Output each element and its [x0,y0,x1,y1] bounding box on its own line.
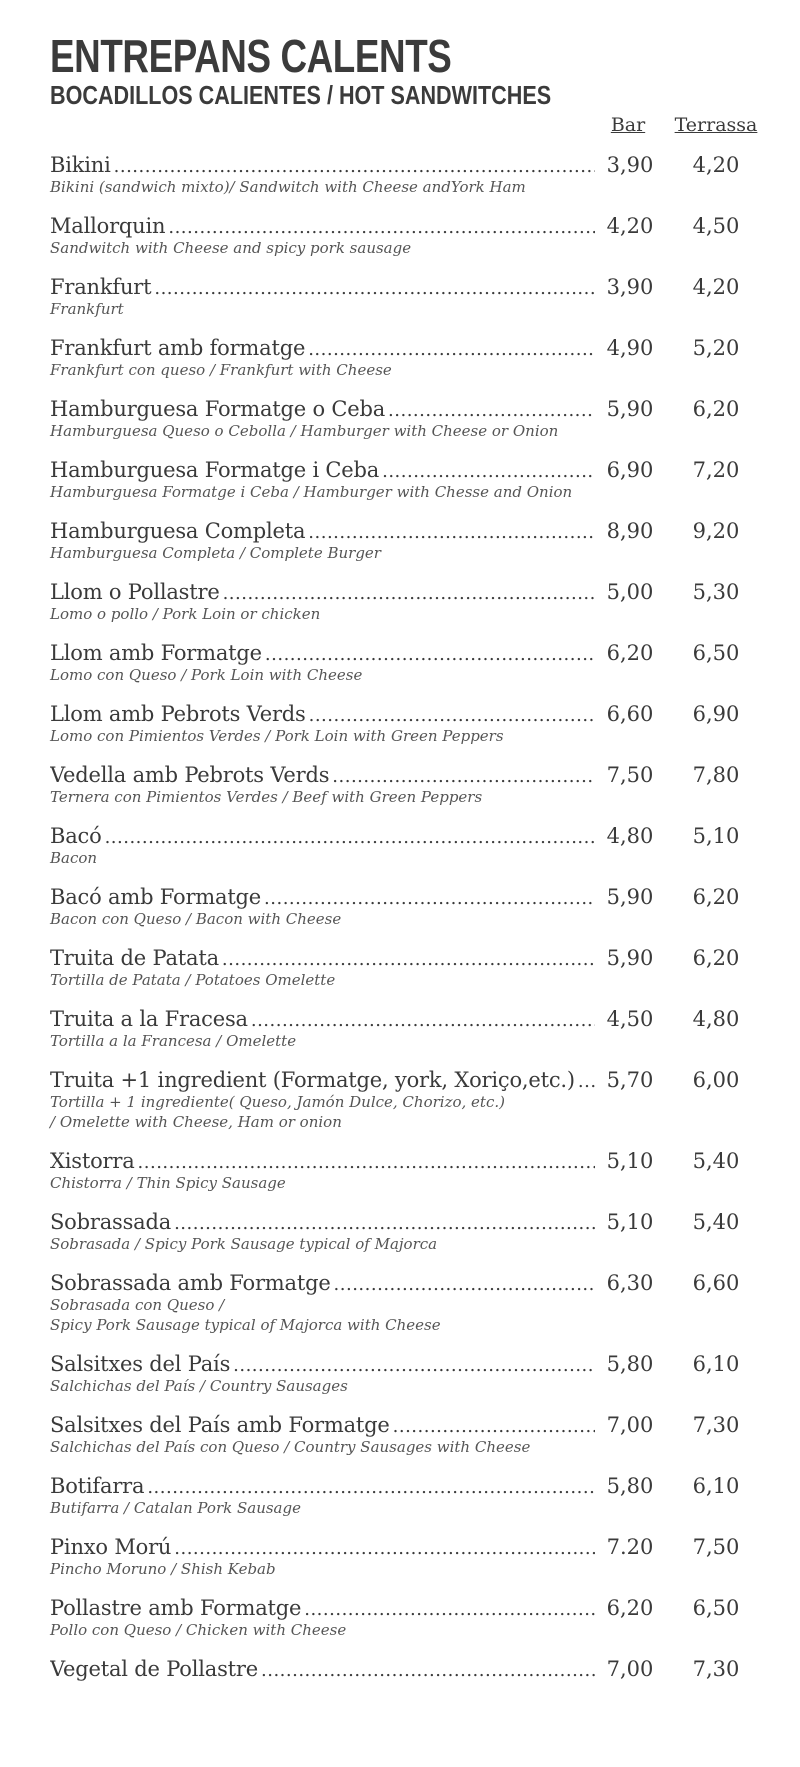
menu-item [50,516,750,563]
dot-leader [334,1274,595,1295]
menu-item-row [50,577,750,607]
price-terrassa: 4,80 [692,1007,740,1031]
price-terrassa: 7,80 [692,763,740,787]
menu-item-name: Botifarra [50,1474,145,1498]
menu-item-description: Bikini (sandwich mixto)/ Sandwitch with Cheese andYork Ham [50,178,526,196]
menu-item-description: Sobrasada con Queso / [50,1296,225,1314]
menu-item-row [50,760,750,790]
menu-item-description: Hamburguesa Completa / Complete Burger [50,544,381,562]
menu-item [50,699,750,746]
menu-item-row [50,1654,750,1684]
menu-item-row [50,333,750,363]
menu-item-name: Salsitxes del País [50,1352,231,1376]
price-bar: 5,70 [606,1068,654,1092]
menu-item-leader [50,699,595,729]
menu-item-description: Ternera con Pimientos Verdes / Beef with Green Peppers [50,788,483,806]
menu-item [50,455,750,502]
menu-item-name: Bacó amb Formatge [50,885,262,909]
menu-item-row [50,1410,750,1440]
menu-item-leader [50,638,595,668]
menu-item-name: Truita +1 ingredient (Formatge, york, Xoriço,etc.) [50,1068,575,1092]
menu-item-name: Llom o Pollastre [50,580,220,604]
price-bar: 8,90 [606,519,654,543]
menu-item-name: Hamburguesa Formatge o Ceba [50,397,386,421]
dot-leader [168,217,595,238]
price-bar: 7,00 [606,1413,654,1437]
menu-item-name: Vedella amb Pebrots Verds [50,763,330,787]
menu-item-description: Sobrasada / Spicy Pork Sausage typical of Majorca [50,1235,438,1253]
menu-item [50,1268,750,1335]
price-bar: 7,50 [606,763,654,787]
menu-item-name: Pollastre amb Formatge [50,1596,302,1620]
price-terrassa: 6,60 [692,1271,740,1295]
menu-item [50,1654,750,1684]
menu-item-description: Salchichas del País / Country Sausages [50,1377,348,1395]
menu-item-leader [50,1349,595,1379]
menu-item-leader [50,1593,595,1623]
menu-item-description: Butifarra / Catalan Pork Sausage [50,1499,301,1517]
menu-item [50,1065,750,1132]
price-bar: 7,00 [606,1657,654,1681]
menu-item [50,1593,750,1640]
menu-item-leader [50,760,595,790]
column-header-terrassa: Terrassa [674,114,758,136]
menu-item-leader [50,394,595,424]
menu-item-leader [50,211,595,241]
menu-item-row [50,943,750,973]
menu-item [50,638,750,685]
menu-item-leader [50,455,595,485]
price-terrassa: 4,50 [692,214,740,238]
dot-leader [309,705,595,726]
price-bar: 5,80 [606,1474,654,1498]
price-bar: 5,80 [606,1352,654,1376]
dot-leader [147,1477,595,1498]
menu-item-row [50,1349,750,1379]
menu-item [50,333,750,380]
dot-leader [233,1355,595,1376]
menu-item-name: Pinxo Morú [50,1535,172,1559]
menu-item [50,211,750,258]
dot-leader [222,949,595,970]
dot-leader [382,461,595,482]
price-bar: 4,90 [606,336,654,360]
price-terrassa: 6,10 [692,1474,740,1498]
menu-item-name: Frankfurt amb formatge [50,336,306,360]
menu-item-row [50,455,750,485]
menu-item-name: Vegetal de Pollastre [50,1657,258,1681]
menu-item-name: Xistorra [50,1149,135,1173]
dot-leader [223,583,595,604]
price-bar: 7.20 [606,1535,654,1559]
dot-leader [265,644,595,665]
menu-item-description: Frankfurt [50,300,124,318]
menu-item-name: Llom amb Pebrots Verds [50,702,306,726]
menu-item [50,1146,750,1193]
menu-item [50,394,750,441]
menu-item-leader [50,333,595,363]
price-bar: 3,90 [606,275,654,299]
price-bar: 4,20 [606,214,654,238]
menu-item-leader [50,1532,595,1562]
menu-item-row [50,1207,750,1237]
menu-item-description: Hamburguesa Queso o Cebolla / Hamburger with Cheese or Onion [50,422,559,440]
dot-leader [308,522,595,543]
menu-item-description: Frankfurt con queso / Frankfurt with Cheese [50,361,392,379]
menu-item-description: Sandwitch with Cheese and spicy pork sausage [50,239,412,257]
menu-item-name: Truita de Patata [50,946,219,970]
menu-item-row [50,394,750,424]
menu-item-description: Lomo con Queso / Pork Loin with Cheese [50,666,363,684]
dot-leader [264,888,595,909]
price-terrassa: 6,50 [692,1596,740,1620]
dot-leader [304,1599,595,1620]
dot-leader [114,156,595,177]
menu-item-description: / Omelette with Cheese, Ham or onion [50,1113,342,1131]
menu-item-leader [50,1471,595,1501]
dot-leader [174,1538,595,1559]
price-terrassa: 9,20 [692,519,740,543]
menu-item-leader [50,1004,595,1034]
menu-item-description: Salchichas del País con Queso / Country Sausages with Cheese [50,1438,531,1456]
menu-item [50,272,750,319]
menu-item-name: Bikini [50,153,111,177]
menu-item [50,760,750,807]
price-terrassa: 5,40 [692,1210,740,1234]
menu-item-row [50,1004,750,1034]
price-bar: 5,90 [606,397,654,421]
price-terrassa: 7,30 [692,1657,740,1681]
menu-item-description: Lomo con Pimientos Verdes / Pork Loin with Green Peppers [50,727,504,745]
price-terrassa: 7,50 [692,1535,740,1559]
page-subtitle: BOCADILLOS CALIENTES / HOT SANDWITCHES [50,80,552,110]
menu-item [50,1410,750,1457]
menu-item-row [50,638,750,668]
menu-item-description: Bacon con Queso / Bacon with Cheese [50,910,342,928]
menu-item-row [50,1268,750,1298]
price-bar: 6,20 [606,1596,654,1620]
dot-leader [261,1660,595,1681]
menu-item [50,943,750,990]
menu-item [50,150,750,197]
menu-item-row [50,1146,750,1176]
menu-item-row [50,821,750,851]
menu-item-name: Frankfurt [50,275,152,299]
menu-item [50,1207,750,1254]
menu-item-name: Llom amb Formatge [50,641,262,665]
menu-item-description: Bacon [50,849,98,867]
price-terrassa: 6,50 [692,641,740,665]
dot-leader [388,400,595,421]
menu-item-leader [50,1065,595,1095]
dot-leader [332,766,595,787]
dot-leader [105,827,595,848]
menu-item-leader [50,943,595,973]
price-bar: 5,00 [606,580,654,604]
menu-item-leader [50,821,595,851]
menu-item [50,1349,750,1396]
menu-item-row [50,516,750,546]
menu-item [50,577,750,624]
dot-leader [251,1010,595,1031]
menu-item-row [50,1593,750,1623]
price-bar: 5,90 [606,885,654,909]
menu-item-description: Pincho Moruno / Shish Kebab [50,1560,276,1578]
menu-item-name: Hamburguesa Completa [50,519,306,543]
dot-leader [154,278,595,299]
price-bar: 5,90 [606,946,654,970]
menu-item-name: Bacó [50,824,102,848]
menu-item-row [50,699,750,729]
dot-leader [578,1071,595,1092]
menu-item-description: Lomo o pollo / Pork Loin or chicken [50,605,321,623]
menu-item-description: Spicy Pork Sausage typical of Majorca with Cheese [50,1316,441,1334]
menu-item-description: Chistorra / Thin Spicy Sausage [50,1174,286,1192]
menu-item-name: Mallorquin [50,214,166,238]
menu-item [50,882,750,929]
price-bar: 3,90 [606,153,654,177]
menu-item-leader [50,1207,595,1237]
price-bar: 5,10 [606,1210,654,1234]
menu-item-description: Tortilla + 1 ingrediente( Queso, Jamón Dulce, Chorizo, etc.) [50,1093,505,1111]
menu-item-row [50,211,750,241]
price-bar: 5,10 [606,1149,654,1173]
menu-item-row [50,1471,750,1501]
price-terrassa: 5,40 [692,1149,740,1173]
menu-item-leader [50,516,595,546]
price-terrassa: 4,20 [692,275,740,299]
menu-item-row [50,1532,750,1562]
menu-item-description: Tortilla de Patata / Potatoes Omelette [50,971,336,989]
page-title: ENTREPANS CALENTS [50,30,452,82]
menu-item [50,1532,750,1579]
menu-item-name: Truita a la Fracesa [50,1007,248,1031]
menu-item-leader [50,150,595,180]
menu-item-description: Hamburguesa Formatge i Ceba / Hamburger with Chesse and Onion [50,483,573,501]
menu-item-description: Tortilla a la Francesa / Omelette [50,1032,297,1050]
menu-item-leader [50,272,595,302]
dot-leader [174,1213,595,1234]
menu-item-name: Sobrassada amb Formatge [50,1271,331,1295]
price-bar: 4,80 [606,824,654,848]
menu-item [50,821,750,868]
price-terrassa: 7,20 [692,458,740,482]
price-terrassa: 4,20 [692,153,740,177]
menu-item-name: Sobrassada [50,1210,172,1234]
price-terrassa: 6,10 [692,1352,740,1376]
menu-item-row [50,882,750,912]
menu-item-row [50,150,750,180]
menu-item-row [50,272,750,302]
price-bar: 6,60 [606,702,654,726]
menu-item-leader [50,577,595,607]
price-terrassa: 5,20 [692,336,740,360]
price-terrassa: 6,20 [692,397,740,421]
menu-item-row [50,1065,750,1095]
menu-item-leader [50,1146,595,1176]
price-bar: 6,90 [606,458,654,482]
dot-leader [138,1152,595,1173]
price-terrassa: 6,00 [692,1068,740,1092]
price-bar: 4,50 [606,1007,654,1031]
dot-leader [308,339,595,360]
price-terrassa: 5,30 [692,580,740,604]
price-terrassa: 6,90 [692,702,740,726]
menu-item [50,1004,750,1051]
menu-item-description: Pollo con Queso / Chicken with Cheese [50,1621,347,1639]
dot-leader [393,1416,595,1437]
price-terrassa: 7,30 [692,1413,740,1437]
menu-item [50,1471,750,1518]
price-bar: 6,30 [606,1271,654,1295]
price-terrassa: 5,10 [692,824,740,848]
menu-item-leader [50,1268,595,1298]
menu-item-leader [50,1654,595,1684]
menu-item-leader [50,1410,595,1440]
price-terrassa: 6,20 [692,885,740,909]
menu-item-leader [50,882,595,912]
column-header-bar: Bar [610,114,646,136]
price-bar: 6,20 [606,641,654,665]
price-terrassa: 6,20 [692,946,740,970]
menu-item-name: Salsitxes del País amb Formatge [50,1413,390,1437]
menu-item-name: Hamburguesa Formatge i Ceba [50,458,380,482]
